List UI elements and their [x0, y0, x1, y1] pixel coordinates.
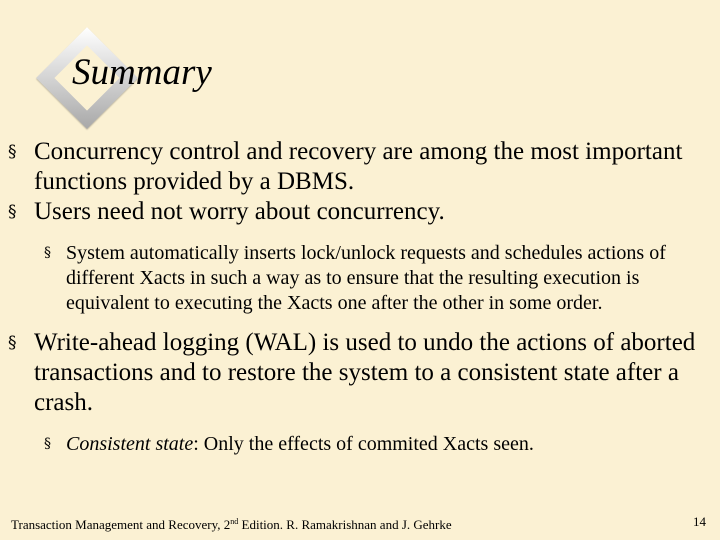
bullet-text: Users need not worry about concurrency.: [34, 198, 445, 225]
bullet-icon: §: [8, 142, 17, 162]
bullet-item: [0, 137, 700, 197]
footer-prefix: Transaction Management and Recovery, 2: [11, 517, 231, 532]
sub-bullet-italic-term: Consistent state: [66, 433, 194, 455]
bullet-icon: §: [8, 202, 17, 222]
bullet-text: Write-ahead logging (WAL) is used to undo the actions of aborted transactions and to restore the system to a consistent state after a crash.: [34, 329, 696, 416]
sub-bullet-text: : Only the effects of commited Xacts seen.: [193, 433, 534, 455]
sub-bullet-icon: §: [44, 245, 51, 261]
footer-citation: [11, 514, 452, 533]
sub-bullet-icon: §: [44, 436, 51, 452]
bullet-item: [0, 328, 700, 418]
bullet-icon: §: [8, 333, 17, 353]
footer-suffix: Edition. R. Ramakrishnan and J. Gehrke: [238, 517, 452, 532]
footer-superscript: nd: [230, 517, 239, 526]
spacer: [0, 227, 700, 241]
spacer: [0, 418, 700, 432]
page-number: 14: [693, 514, 706, 529]
bullet-item: [0, 197, 700, 227]
spacer: [0, 316, 700, 328]
sub-bullet-item: [0, 432, 700, 457]
slide-title: Summary: [72, 52, 212, 93]
bullet-text: Concurrency control and recovery are among the most important functions provided by a DBMS.: [34, 138, 683, 195]
bullet-list: [0, 137, 700, 457]
sub-bullet-item: [0, 241, 700, 316]
sub-bullet-text: System automatically inserts lock/unlock requests and schedules actions of different Xacts in such a way as to ensure that the resulting execution is equivalent to executing the Xacts one after the other in some order.: [66, 242, 666, 314]
